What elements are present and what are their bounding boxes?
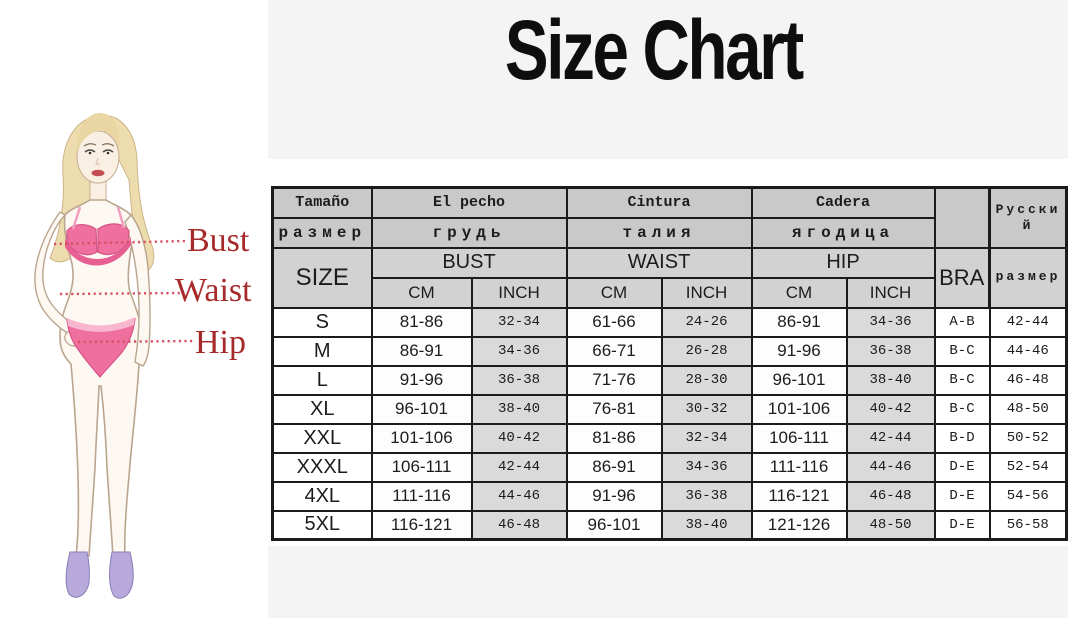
- bust-inch-cell: 32-34: [472, 308, 567, 337]
- header-waist-cm: CM: [567, 278, 662, 308]
- hip-inch-cell: 38-40: [847, 366, 935, 395]
- size-cell: L: [273, 366, 372, 395]
- header-el-pecho: El pecho: [372, 188, 567, 218]
- hip-cm-cell: 86-91: [752, 308, 847, 337]
- bust-inch-cell: 36-38: [472, 366, 567, 395]
- header-hip: HIP: [752, 248, 935, 278]
- header-bust-cm: CM: [372, 278, 472, 308]
- bust-cm-cell: 116-121: [372, 511, 472, 540]
- header-russkiy: Русский: [990, 188, 1067, 248]
- hip-cm-cell: 96-101: [752, 366, 847, 395]
- bust-cm-cell: 86-91: [372, 337, 472, 366]
- bra-cell: A-B: [935, 308, 990, 337]
- bra-cell: B-C: [935, 337, 990, 366]
- shoes: [66, 552, 133, 598]
- bust-cm-cell: 111-116: [372, 482, 472, 511]
- waist-cm-cell: 86-91: [567, 453, 662, 482]
- bra-cell: D-E: [935, 453, 990, 482]
- hip-cm-cell: 106-111: [752, 424, 847, 453]
- bra-cell: B-C: [935, 366, 990, 395]
- size-table: [271, 186, 1068, 541]
- header-hip-inch: INCH: [847, 278, 935, 308]
- waist-cm-cell: 61-66: [567, 308, 662, 337]
- russian-size-cell: 48-50: [990, 395, 1067, 424]
- size-cell: M: [273, 337, 372, 366]
- bra-cell: D-E: [935, 482, 990, 511]
- bust-cm-cell: 101-106: [372, 424, 472, 453]
- table-row: [273, 482, 1067, 511]
- header-yagoditsa: ягодица: [752, 218, 935, 248]
- header-tamano: Tamaño: [273, 188, 372, 218]
- size-cell: XL: [273, 395, 372, 424]
- header-size: SIZE: [273, 248, 372, 308]
- header-cintura: Cintura: [567, 188, 752, 218]
- bust-cm-cell: 106-111: [372, 453, 472, 482]
- header-grud: грудь: [372, 218, 567, 248]
- page-title: [268, 3, 1038, 106]
- hip-inch-cell: 36-38: [847, 337, 935, 366]
- hip-inch-cell: 40-42: [847, 395, 935, 424]
- size-cell: S: [273, 308, 372, 337]
- table-row: [273, 424, 1067, 453]
- hip-cm-cell: 121-126: [752, 511, 847, 540]
- bra-cell: B-C: [935, 395, 990, 424]
- header-razmer-ru: размер: [990, 248, 1067, 308]
- bust-inch-cell: 44-46: [472, 482, 567, 511]
- size-cell: 4XL: [273, 482, 372, 511]
- header-hip-cm: CM: [752, 278, 847, 308]
- header-bust-inch: INCH: [472, 278, 567, 308]
- hip-inch-cell: 46-48: [847, 482, 935, 511]
- hip-cm-cell: 116-121: [752, 482, 847, 511]
- header-bust: BUST: [372, 248, 567, 278]
- russian-size-cell: 52-54: [990, 453, 1067, 482]
- bust-cm-cell: 91-96: [372, 366, 472, 395]
- waist-inch-cell: 26-28: [662, 337, 752, 366]
- waist-inch-cell: 24-26: [662, 308, 752, 337]
- header-razmer: размер: [273, 218, 372, 248]
- waist-inch-cell: 36-38: [662, 482, 752, 511]
- waist-cm-cell: 81-86: [567, 424, 662, 453]
- header-cadera: Cadera: [752, 188, 935, 218]
- bust-cm-cell: 96-101: [372, 395, 472, 424]
- hip-cm-cell: 101-106: [752, 395, 847, 424]
- table-row: [273, 511, 1067, 540]
- table-row: [273, 395, 1067, 424]
- bust-inch-cell: 46-48: [472, 511, 567, 540]
- header-waist-inch: INCH: [662, 278, 752, 308]
- table-row: [273, 337, 1067, 366]
- bottom-background-band: [268, 546, 1068, 618]
- size-cell: 5XL: [273, 511, 372, 540]
- model-illustration: [0, 0, 270, 618]
- table-row: [273, 366, 1067, 395]
- waist-cm-cell: 96-101: [567, 511, 662, 540]
- bra-cell: D-E: [935, 511, 990, 540]
- waist-inch-cell: 30-32: [662, 395, 752, 424]
- russian-size-cell: 56-58: [990, 511, 1067, 540]
- hip-inch-cell: 34-36: [847, 308, 935, 337]
- size-cell: XXXL: [273, 453, 372, 482]
- waist-inch-cell: 32-34: [662, 424, 752, 453]
- russian-size-cell: 46-48: [990, 366, 1067, 395]
- russian-size-cell: 42-44: [990, 308, 1067, 337]
- hip-cm-cell: 111-116: [752, 453, 847, 482]
- waist-cm-cell: 76-81: [567, 395, 662, 424]
- waist-cm-cell: 71-76: [567, 366, 662, 395]
- header-waist: WAIST: [567, 248, 752, 278]
- waist-inch-cell: 28-30: [662, 366, 752, 395]
- table-row: [273, 308, 1067, 337]
- bra-cell: B-D: [935, 424, 990, 453]
- bust-cm-cell: 81-86: [372, 308, 472, 337]
- bust-inch-cell: 40-42: [472, 424, 567, 453]
- size-cell: XXL: [273, 424, 372, 453]
- hip-inch-cell: 42-44: [847, 424, 935, 453]
- bust-inch-cell: 42-44: [472, 453, 567, 482]
- waist-cm-cell: 91-96: [567, 482, 662, 511]
- hip-label: Hip: [195, 324, 246, 361]
- waist-line: [60, 293, 184, 294]
- russian-size-cell: 44-46: [990, 337, 1067, 366]
- header-empty-cell: [935, 188, 990, 248]
- waist-cm-cell: 66-71: [567, 337, 662, 366]
- russian-size-cell: 50-52: [990, 424, 1067, 453]
- header-bra: BRA: [935, 248, 990, 308]
- waist-inch-cell: 38-40: [662, 511, 752, 540]
- header-taliya: талия: [567, 218, 752, 248]
- table-row: [273, 453, 1067, 482]
- waist-inch-cell: 34-36: [662, 453, 752, 482]
- bust-inch-cell: 34-36: [472, 337, 567, 366]
- bust-label: Bust: [187, 222, 250, 259]
- hip-line: [78, 341, 193, 342]
- hip-inch-cell: 48-50: [847, 511, 935, 540]
- hip-cm-cell: 91-96: [752, 337, 847, 366]
- page-title-text: Size Chart: [504, 3, 802, 97]
- bust-inch-cell: 38-40: [472, 395, 567, 424]
- waist-label: Waist: [175, 272, 252, 309]
- hip-inch-cell: 44-46: [847, 453, 935, 482]
- russian-size-cell: 54-56: [990, 482, 1067, 511]
